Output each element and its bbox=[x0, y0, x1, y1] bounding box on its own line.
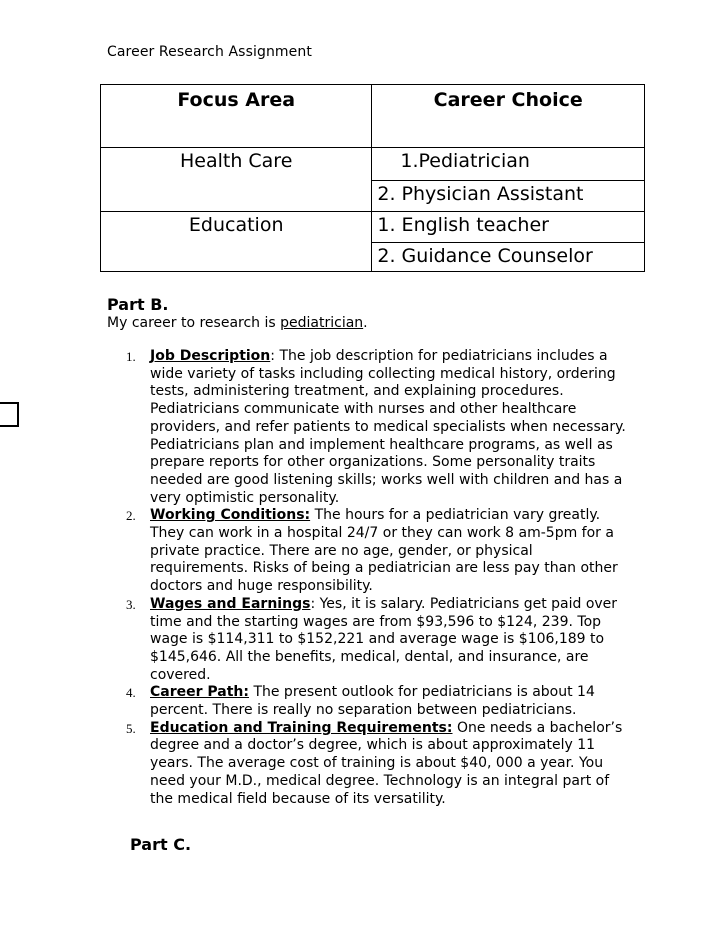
choice-cell-physician-assistant: 2. Physician Assistant bbox=[372, 181, 645, 212]
choice-cell-guidance-counselor: 2. Guidance Counselor bbox=[372, 243, 645, 272]
list-item bbox=[126, 507, 626, 596]
item-text: The job description for pediatricians includes a wide variety of tasks including collecting medical history, ordering tests, administering treatment, and explaining procedures. Pediatricians communicate with nurses and other healthcare providers, and refer patients to medical specialists when necessary. Pediatricians plan and implement healthcare programs, as well as prepare reports for other organizations. Some personality traits needed are good listening skills; works well with children and has a very optimistic personality. bbox=[150, 348, 626, 506]
item-text: One needs a bachelor’s degree and a doctor’s degree, which is about approximately 11 years. The average cost of training is about $40, 000 a year. You need your M.D., medical degree. Technology is an integral part of the medical field because of its versatility. bbox=[150, 719, 623, 807]
choice-cell-english-teacher: 1. English teacher bbox=[372, 212, 645, 243]
intro-prefix: My career to research is bbox=[107, 315, 281, 331]
item-label: Career Path: bbox=[150, 684, 249, 701]
choice-label: Pediatrician bbox=[418, 150, 530, 172]
item-text: The present outlook for pediatricians is about 14 percent. There is really no separation between pediatricians. bbox=[150, 684, 595, 719]
item-label: Education and Training Requirements: bbox=[150, 719, 453, 736]
margin-box-marker bbox=[0, 402, 19, 427]
intro-suffix: . bbox=[363, 315, 368, 331]
list-item bbox=[126, 720, 626, 809]
list-item bbox=[126, 684, 626, 719]
list-item bbox=[126, 348, 626, 507]
item-number: 3. bbox=[126, 596, 136, 612]
item-number: 2. bbox=[126, 508, 136, 524]
career-name-underlined: pediatrician bbox=[280, 315, 364, 331]
part-c-title: Part C. bbox=[130, 835, 192, 854]
part-b-title: Part B. bbox=[107, 295, 169, 314]
item-sep: : bbox=[270, 348, 280, 364]
choice-number: 1. bbox=[400, 150, 419, 172]
item-number: 4. bbox=[126, 685, 136, 701]
item-label: Working Conditions: bbox=[150, 507, 311, 524]
focus-cell-health-care: Health Care bbox=[101, 148, 372, 212]
header-focus-area: Focus Area bbox=[101, 85, 372, 148]
header-career-choice: Career Choice bbox=[372, 85, 645, 148]
item-number: 1. bbox=[126, 349, 136, 364]
item-text: Yes, it is salary. Pediatricians get paid over time and the starting wages are from $93,596 to $124, 239. Top wage is $114,311 to $152,221 and average wage is $106,189 to $145,646. All the benefits, medical, dental, and insurance, are covered. bbox=[150, 595, 618, 683]
item-text: The hours for a pediatrician vary greatly. They can work in a hospital 24/7 or they can work 8 am-5pm for a private practice. There are no age, gender, or physical requirements. Risks of being a pediatrician are less pay than other doctors and huge responsibility. bbox=[150, 507, 618, 595]
item-label: Wages and Earnings bbox=[150, 595, 311, 612]
focus-cell-education: Education bbox=[101, 212, 372, 272]
choice-cell-pediatrician bbox=[372, 148, 645, 181]
item-sep: : bbox=[310, 595, 320, 612]
document-header: Career Research Assignment bbox=[107, 44, 312, 60]
item-number: 5. bbox=[126, 720, 136, 736]
list-item bbox=[126, 596, 626, 685]
career-details-list bbox=[126, 348, 626, 808]
item-label: Job Description bbox=[150, 348, 271, 364]
career-table bbox=[100, 84, 645, 272]
part-b-intro bbox=[107, 315, 368, 331]
